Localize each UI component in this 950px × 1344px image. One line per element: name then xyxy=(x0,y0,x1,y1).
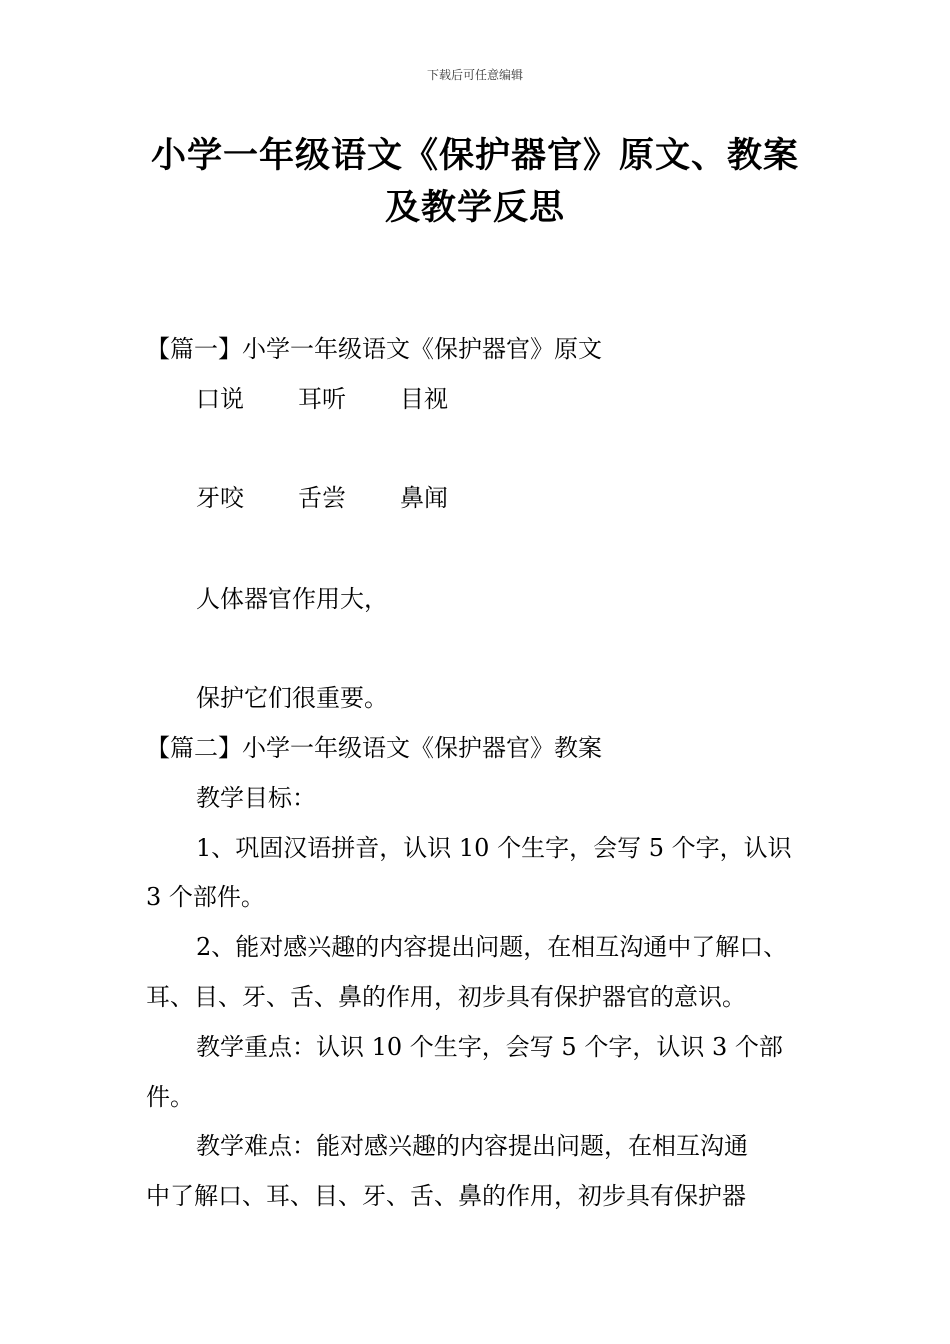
header-note: 下载后可任意编辑 xyxy=(426,68,523,82)
word-tongue: 舌尝 xyxy=(298,484,346,512)
goal-1-line-2: 3 个部件。 xyxy=(146,883,265,911)
section-2-heading: 【篇二】小学一年级语文《保护器官》教案 xyxy=(146,734,602,762)
verse-line-2: 保护它们很重要。 xyxy=(196,684,388,712)
word-eye: 目视 xyxy=(400,385,448,413)
word-teeth: 牙咬 xyxy=(196,484,244,512)
key-point-line-1: 教学重点：认识 10 个生字，会写 5 个字，认识 3 个部 xyxy=(196,1033,783,1061)
verse-line-1: 人体器官作用大， xyxy=(196,585,388,613)
section-1-heading: 【篇一】小学一年级语文《保护器官》原文 xyxy=(146,335,602,363)
teaching-goals-label: 教学目标： xyxy=(196,784,316,812)
word-nose: 鼻闻 xyxy=(400,484,448,512)
word-row-1 xyxy=(196,384,448,414)
goal-2-line-2: 耳、目、牙、舌、鼻的作用，初步具有保护器官的意识。 xyxy=(146,983,746,1011)
word-mouth: 口说 xyxy=(196,385,244,413)
word-ear: 耳听 xyxy=(298,385,346,413)
document-title-line-2: 及教学反思 xyxy=(384,188,565,228)
difficulty-line-1: 教学难点：能对感兴趣的内容提出问题，在相互沟通 xyxy=(196,1132,748,1160)
word-row-2 xyxy=(196,483,448,513)
document-title-line-1: 小学一年级语文《保护器官》原文、教案 xyxy=(150,136,799,176)
goal-2-line-1: 2、能对感兴趣的内容提出问题，在相互沟通中了解口、 xyxy=(196,933,788,961)
goal-1-line-1: 1、巩固汉语拼音，认识 10 个生字，会写 5 个字，认识 xyxy=(196,834,792,862)
key-point-line-2: 件。 xyxy=(146,1083,194,1111)
difficulty-line-2: 中了解口、耳、目、牙、舌、鼻的作用，初步具有保护器 xyxy=(146,1182,746,1210)
